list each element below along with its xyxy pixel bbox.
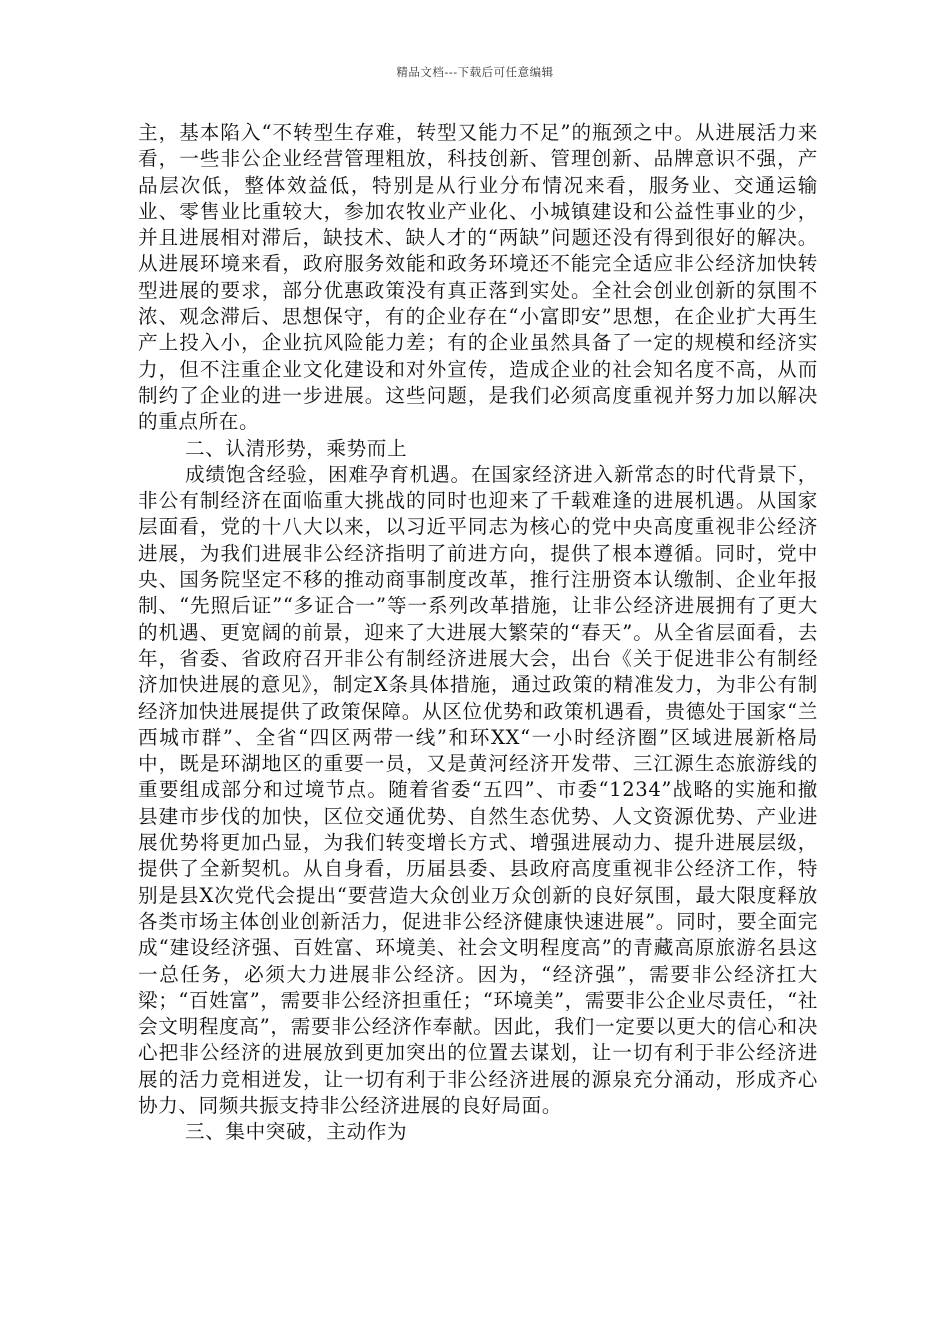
paragraph-continuation: 主，基本陷入“不转型生存难，转型又能力不足”的瓶颈之中。从进展活力来看，一些非公企业经营管理粗放，科技创新、管理创新、品牌意识不强，产品层次低，整体效益低，特别是从行业分布情况来看，服务业、交通运输业、零售业比重较大，参加农牧业产业化、小城镇建设和公益性事业的少，并且进展相对滞后，缺技术、缺人才的“两缺”问题还没有得到很好的解决。从进展环境来看，政府服务效能和政务环境还不能完全适应非公经济加快转型进展的要求，部分优惠政策没有真正落到实处。全社会创业创新的氛围不浓、观念滞后、思想保守，有的企业存在“小富即安”思想，在企业扩大再生产上投入小，企业抗风险能力差；有的企业虽然具备了一定的规模和经济实力，但不注重企业文化建设和对外宣传，造成企业的社会知名度不高，从而制约了企业的进一步进展。这些问题，是我们必须高度重视并努力加以解决的重点所在。 [138,121,818,434]
section-heading-3: 三、集中突破，主动作为 [185,1120,408,1144]
section-heading-2: 二、认清形势，乘势而上 [185,436,408,460]
page-header: 精品文档---下载后可任意编辑 [396,65,554,79]
document-body [138,120,818,1146]
paragraph-opportunities: 成绩饱含经验，困难孕育机遇。在国家经济进入新常态的时代背景下，非公有制经济在面临重大挑战的同时也迎来了千载难逢的进展机遇。从国家层面看，党的十八大以来，以习近平同志为核心的党中央高度重视非公经济进展，为我们进展非公经济指明了前进方向，提供了根本遵循。同时，党中央、国务院坚定不移的推动商事制度改革，推行注册资本认缴制、企业年报制、“先照后证”“多证合一”等一系列改革措施，让非公经济进展拥有了更大的机遇、更宽阔的前景，迎来了大进展大繁荣的“春天”。从全省层面看，去年，省委、省政府召开非公有制经济进展大会，出台《关于促进非公有制经济加快进展的意见》，制定X条具体措施，通过政策的精准发力，为非公有制经济加快进展提供了政策保障。从区位优势和政策机遇看，贵德处于国家“兰西城市群”、全省“四区两带一线”和环XX“一小时经济圈”区域进展新格局中，既是环湖地区的重要一员，又是黄河经济开发带、三江源生态旅游线的重要组成部分和过境节点。随着省委“五四”、市委“1234”战略的实施和撤县建市步伐的加快，区位交通优势、自然生态优势、人文资源优势、产业进展优势将更加凸显，为我们转变增长方式、增强进展动力、提升进展层级，提供了全新契机。从自身看，历届县委、县政府高度重视非公经济工作，特别是县X次党代会提出“要营造大众创业万众创新的良好氛围，最大限度释放各类市场主体创业创新活力，促进非公经济健康快速进展”。同时，要全面完成“建设经济强、百姓富、环境美、社会文明程度高”的青藏高原旅游名县这一总任务，必须大力进展非公经济。因为，“经济强”，需要非公经济扛大梁；“百姓富”，需要非公经济担重任；“环境美”，需要非公企业尽责任，“社会文明程度高”，需要非公经济作奉献。因此，我们一定要以更大的信心和决心把非公经济的进展放到更加突出的位置去谋划，让一切有利于非公经济进展的活力竞相迸发，让一切有利于非公经济进展的源泉充分涌动，形成齐心协力、同频共振支持非公经济进展的良好局面。 [138,462,818,1117]
